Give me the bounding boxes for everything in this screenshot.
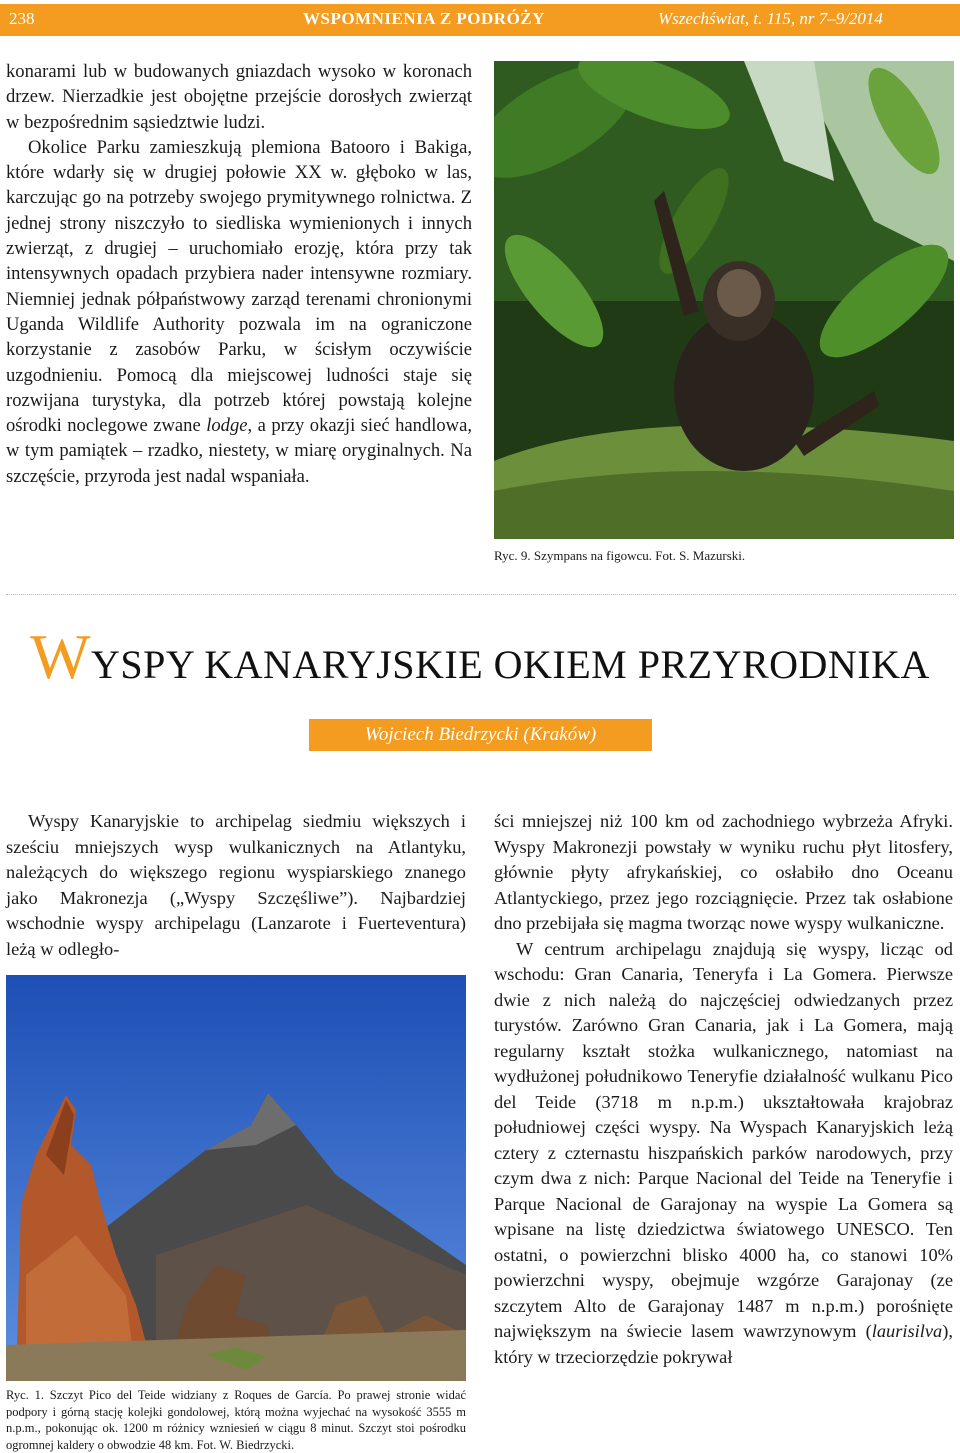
top-article-text — [6, 59, 472, 489]
text-span: W centrum archipelagu znajdują się wyspy, licząc od wschodu: Gran Canaria, Teneryfa i La Gomera. Pierwsze dwie z nich należą do najczęściej odwiedzanych przez turystów. Zarówno Gran Canaria, jak i La Gomera, mają regularny kształt stożka wulkanicznego, natomiast na wydłużonej południkowo Teneryfie działalność wulkanu Pico del Teide (3718 m n.p.m.) ukształtowała krajobraz południowej części wyspy. Na Wyspach Kanaryjskich leżą cztery z czternastu hiszpańskich parków narodowych, przy czym dwa z nich: Parque Nacional del Teide na Teneryfie i Parque Nacional de Garajonay na wyspie La Gomera są wpisane na listę dziedzictwa światowego UNESCO. Ten ostatni, o powierzchni blisko 4000 ha, co stanowi 10% powierzchni wyspy, obejmuje wzgórze Garajonay (ze szczytem Alto de Garajonay 1487 m n.p.m.) porośnięte największym na świecie lasem wawrzynowym ( — [494, 938, 953, 1341]
text-span: ), który w trzeciorzędzie pokrywał — [494, 1321, 953, 1367]
paragraph: konarami lub w budowanych gniazdach wysoko w koronach drzew. Nierzadkie jest obojętne przejście dorosłych zwierząt w bezpośrednim sąsiedztwie ludzi. — [6, 61, 472, 133]
paragraph — [494, 937, 953, 1371]
journal-reference: Wszechświat, t. 115, nr 7–9/2014 — [658, 9, 883, 28]
paragraph — [6, 135, 472, 489]
text-span: , a przy okazji sieć handlowa, w tym pamiątek – rzadko, niestety, w miarę oryginalnych. Na szczęście, przyroda jest nadal wspaniała. — [6, 415, 472, 487]
left-column-text — [6, 809, 466, 962]
title-initial: W — [30, 621, 91, 692]
figure-1-caption: Ryc. 1. Szczyt Pico del Teide widziany z Roques de García. Po prawej stronie widać podpory i górną stację kolejki gondolowej, którą można wyjechać na wysokość 3555 m n.p.m., pokonując ok. 1200 m różnicy wzniesień w ciągu 8 minut. Szczyt stoi pośrodku ogromnej kaldery o obwodzie 48 km. Fot. W. Biedrzycki. — [6, 1388, 466, 1452]
title-rest: YSPY KANARYJSKIE OKIEM PRZYRODNIKA — [90, 642, 930, 687]
article-title — [0, 620, 960, 694]
text-span: Okolice Parku zamieszkują plemiona Batooro i Bakiga, które wdarły się w drugiej połowie XX w. głęboko w las, karczując go na potrzeby swojego prymitywnego rolnictwa. Z jednej strony niszczyło to siedliska wymienionych i innych zwierząt, z drugiej – uruchomiało erozję, która przy tak intensywnych opadach przybiera nader intensywne rozmiary. Niemniej jednak półpaństwowy zarząd terenami chronionymi Uganda Wildlife Authority pozwala im na ograniczone korzystanie z zasobów Parku, w ścisłym oczywiście uzgodnieniu. Pomocą dla miejscowej ludności staje się rozwijana turystyka, dla potrzeb której powstają kolejne ośrodki noclegowe zwane — [6, 136, 472, 437]
chimpanzee-photo — [494, 61, 954, 539]
paragraph: Wyspy Kanaryjskie to archipelag siedmiu większych i sześciu mniejszych wysp wulkanicznych na Atlantyku, należących do większego regionu wyspiarskiego znanego jako Makronezja („Wyspy Szczęśliwe”). Najbardziej wschodnie wyspy archipelagu (Lanzarote i Fuerteventura) leżą w odległo- — [6, 811, 466, 959]
right-column-text — [494, 809, 953, 1370]
figure-9-caption: Ryc. 9. Szympans na figowcu. Fot. S. Mazurski. — [494, 548, 746, 563]
paragraph: ści mniejszej niż 100 km od zachodniego wybrzeża Afryki. Wyspy Makronezji powstały w wyniku ruchu płyt litosfery, głównie płyty afrykańskiej, co osłabiło dno Oceanu Atlantyckiego, przez jego rozciągnięcie. Przez tak osłabione dno przebijała się magma tworząc nowe wyspy wulkaniczne. — [494, 811, 953, 933]
author-banner: Wojciech Biedrzycki (Kraków) — [309, 719, 652, 751]
italic-term: laurisilva — [871, 1321, 943, 1341]
page-number: 238 — [9, 9, 35, 28]
divider — [6, 594, 956, 595]
page-header — [0, 4, 960, 36]
section-title: WSPOMNIENIA Z PODRÓŻY — [303, 9, 545, 28]
italic-term: lodge — [206, 415, 248, 437]
teide-photo — [6, 975, 466, 1381]
